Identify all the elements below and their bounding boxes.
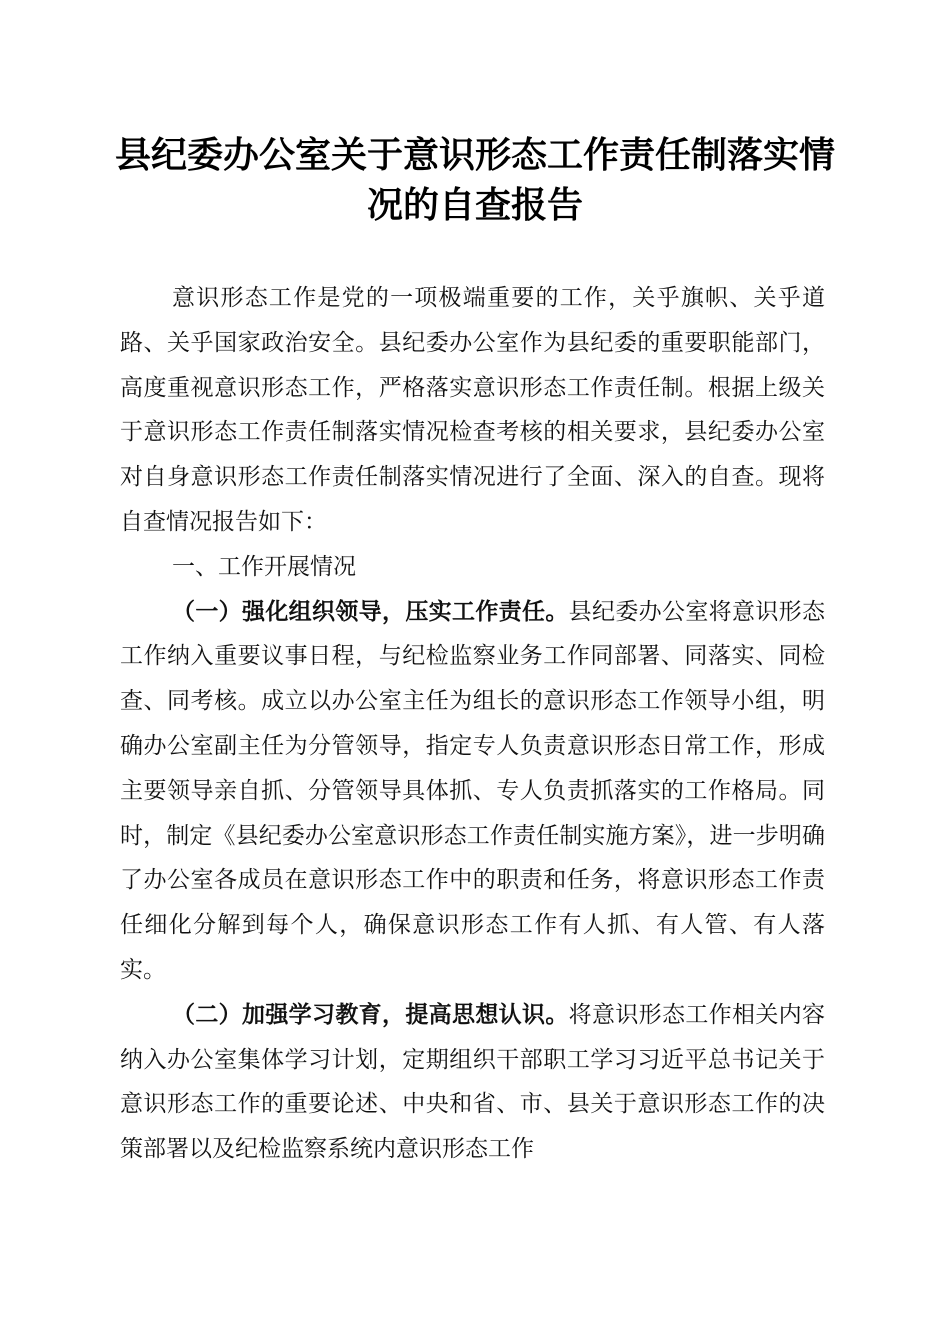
title-line-2: 况的自查报告 — [366, 184, 583, 226]
item-1-body: 县纪委办公室将意识形态工作纳入重要议事日程，与纪检监察业务工作同部署、同落实、同检查、同考核。成立以办公室主任为组长的意识形态工作领导小组，明确办公室副主任为分管领导，指定专人负责意识形态日常工作，形成主要领导亲自抓、分管领导具体抓、专人负责抓落实的工作格局。同时，制定《县纪委办公室意识形态工作责任制实施方案》，进一步明确了办公室各成员在意识形态工作中的职责和任务，将意识形态工作责任细化分解到每个人，确保意识形态工作有人抓、有人管、有人落实。 — [120, 598, 826, 983]
item-1-lead: （一）强化组织领导，压实工作责任。 — [172, 598, 569, 625]
item-1-paragraph — [120, 590, 825, 993]
document-title — [110, 130, 840, 230]
item-2-body: 将意识形态工作相关内容纳入办公室集体学习计划，定期组织干部职工学习习近平总书记关于意识形态工作的重要论述、中央和省、市、县关于意识形态工作的决策部署以及纪检监察系统内意识形态工作 — [120, 1001, 826, 1163]
item-2-paragraph — [120, 993, 825, 1172]
document-body — [120, 276, 825, 1172]
section-heading: 一、工作开展情况 — [172, 553, 356, 580]
item-2-lead: （二）加强学习教育，提高思想认识。 — [172, 1001, 569, 1028]
intro-paragraph: 意识形态工作是党的一项极端重要的工作，关乎旗帜、关乎道路、关乎国家政治安全。县纪委办公室作为县纪委的重要职能部门，高度重视意识形态工作，严格落实意识形态工作责任制。根据上级关于意识形态工作责任制落实情况检查考核的相关要求，县纪委办公室对自身意识形态工作责任制落实情况进行了全面、深入的自查。现将自查情况报告如下： — [120, 285, 825, 535]
title-line-1: 县纪委办公室关于意识形态工作责任制落实情 — [114, 134, 835, 176]
